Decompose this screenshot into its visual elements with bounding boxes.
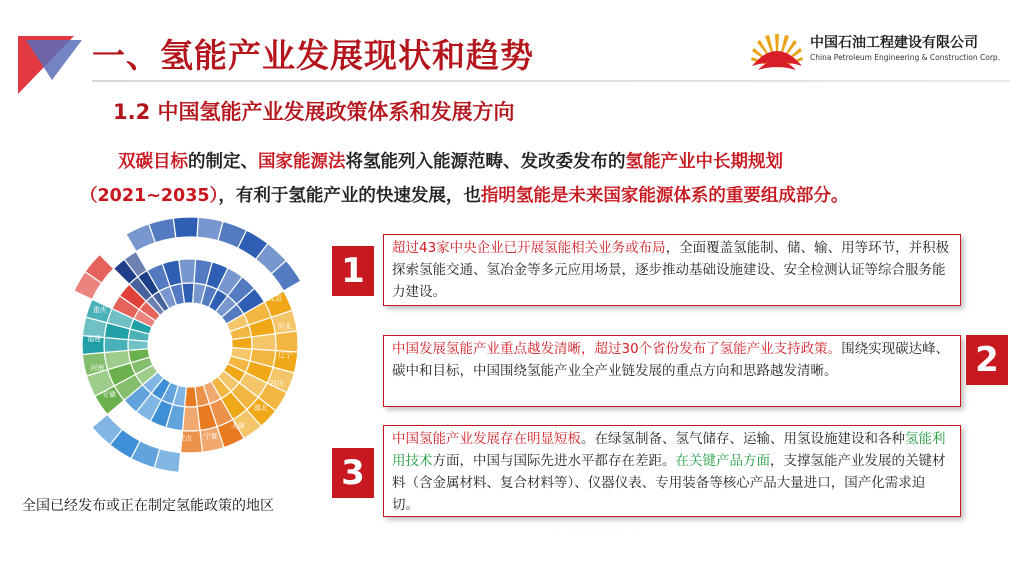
wheel-segment — [183, 407, 200, 431]
wheel-region-label: 湖北 — [253, 403, 268, 412]
footer-watermark: · · · · · · · — [555, 527, 639, 543]
company-name-cn: 中国石油工程建设有限公司 — [810, 35, 978, 51]
wheel-region-label: 北京 — [268, 294, 283, 303]
point-1-number-badge: 1 — [332, 246, 374, 296]
wheel-region-label: 江苏 — [227, 253, 242, 262]
point-3-green-highlight-2: 在关键产品方面 — [675, 453, 770, 469]
wheel-region-label: 浙江 — [142, 251, 157, 260]
corner-decoration — [18, 32, 88, 102]
wheel-region-label: 河北 — [277, 322, 292, 331]
point-1-box: 超过43家中央企业已开展氢能相关业务或布局，全面覆盖氢能制、储、输、用等环节，并积极探索氢能交通、氢冶金等多元应用场景，逐步推动基础设施建设、安全检测认证等综合服务能力建设。 — [383, 234, 961, 306]
wheel-segment — [275, 331, 298, 352]
point-2-box: 中国发展氢能产业重点越发清晰，超过30个省份发布了氢能产业支持政策。围绕实现碳达峰、碳中和目标，中国围绕氢能产业全产业链发展的重点方向和思路越发清晰。 — [383, 335, 961, 407]
wheel-region-label: 重庆 — [92, 306, 107, 315]
wheel-segment — [173, 217, 198, 238]
wheel-region-label: 广东 — [170, 243, 185, 252]
point-2-number-badge: 2 — [966, 335, 1008, 385]
intro-paragraph — [80, 145, 1008, 213]
wheel-region-label: 福建 — [87, 334, 102, 343]
wheel-segment — [251, 334, 276, 351]
wheel-region-label: 河南 — [90, 363, 105, 372]
wheel-region-label: 辽宁 — [278, 351, 293, 360]
wheel-segment — [232, 337, 252, 349]
section-subtitle: 1.2 中国氢能产业发展政策体系和发展方向 — [113, 100, 515, 124]
point-3-green-highlight-1: 氢能利用技术 — [392, 431, 946, 469]
page-title: 一、氢能产业发展现状和趋势 — [92, 36, 534, 75]
cpecc-emblem-icon — [748, 22, 806, 78]
wheel-segment — [182, 283, 194, 303]
wheel-region-label: 吉林 — [146, 427, 161, 436]
wheel-region-label: 陕西 — [121, 412, 136, 421]
wheel-caption: 全国已经发布或正在制定氢能政策的地区 — [22, 498, 274, 514]
wheel-region-label: 内蒙古 — [171, 434, 193, 443]
intro-line-1: 双碳目标的制定、国家能源法将氢能列入能源范畴、发改委发布的氢能产业中长期规划 — [118, 152, 783, 172]
point-2-highlight: 中国发展氢能产业重点越发清晰，超过30个省份发布了氢能产业支持政策。 — [392, 341, 842, 357]
intro-line-2: （2021~2035），有利于氢能产业的快速发展，也指明氢能是未来国家能源体系的重要组成部分。 — [80, 186, 849, 206]
point-3-highlight: 中国氢能产业发展存在明显短板 — [392, 431, 581, 447]
header-divider — [92, 80, 1010, 82]
point-3-box: 中国氢能产业发展存在明显短板。在绿氢制备、氢气储存、运输、用氢设施建设和各种氢能利用技术方面，中国与国际先进水平都存在差距。在关键产品方面，支撑氢能产业发展的关键材料（含金属材料、复合材料等）、仪器仪表、专用装备等核心产品大量进口，国产化需求迫切。 — [383, 425, 961, 517]
company-logo — [748, 22, 1008, 78]
company-name-en: China Petroleum Engineering & Construction Corp. — [810, 53, 1001, 62]
point-1-highlight: 超过43家中央企业已开展氢能相关业务或布局 — [392, 240, 666, 256]
wheel-segment — [179, 259, 196, 284]
region-policy-wheel — [22, 205, 322, 485]
wheel-hub — [150, 305, 230, 385]
intro-highlight-dual-carbon: 双碳目标 — [118, 152, 188, 172]
wheel-region-label: 山西 — [106, 280, 121, 289]
intro-highlight-conclusion: 指明氢能是未来国家能源体系的重要组成部分。 — [480, 186, 849, 206]
wheel-region-label: 宁夏 — [203, 432, 218, 441]
intro-highlight-plan: 氢能产业中长期规划 — [625, 152, 783, 172]
intro-highlight-energy-law: 国家能源法 — [258, 152, 346, 172]
point-3-number-badge: 3 — [332, 448, 374, 498]
wheel-region-label: 四川 — [270, 379, 285, 388]
wheel-region-label: 安徽 — [102, 390, 117, 399]
wheel-region-label: 天津 — [231, 422, 245, 431]
wheel-region-label: 山东 — [199, 244, 214, 253]
wheel-region-label: 上海 — [250, 271, 265, 280]
